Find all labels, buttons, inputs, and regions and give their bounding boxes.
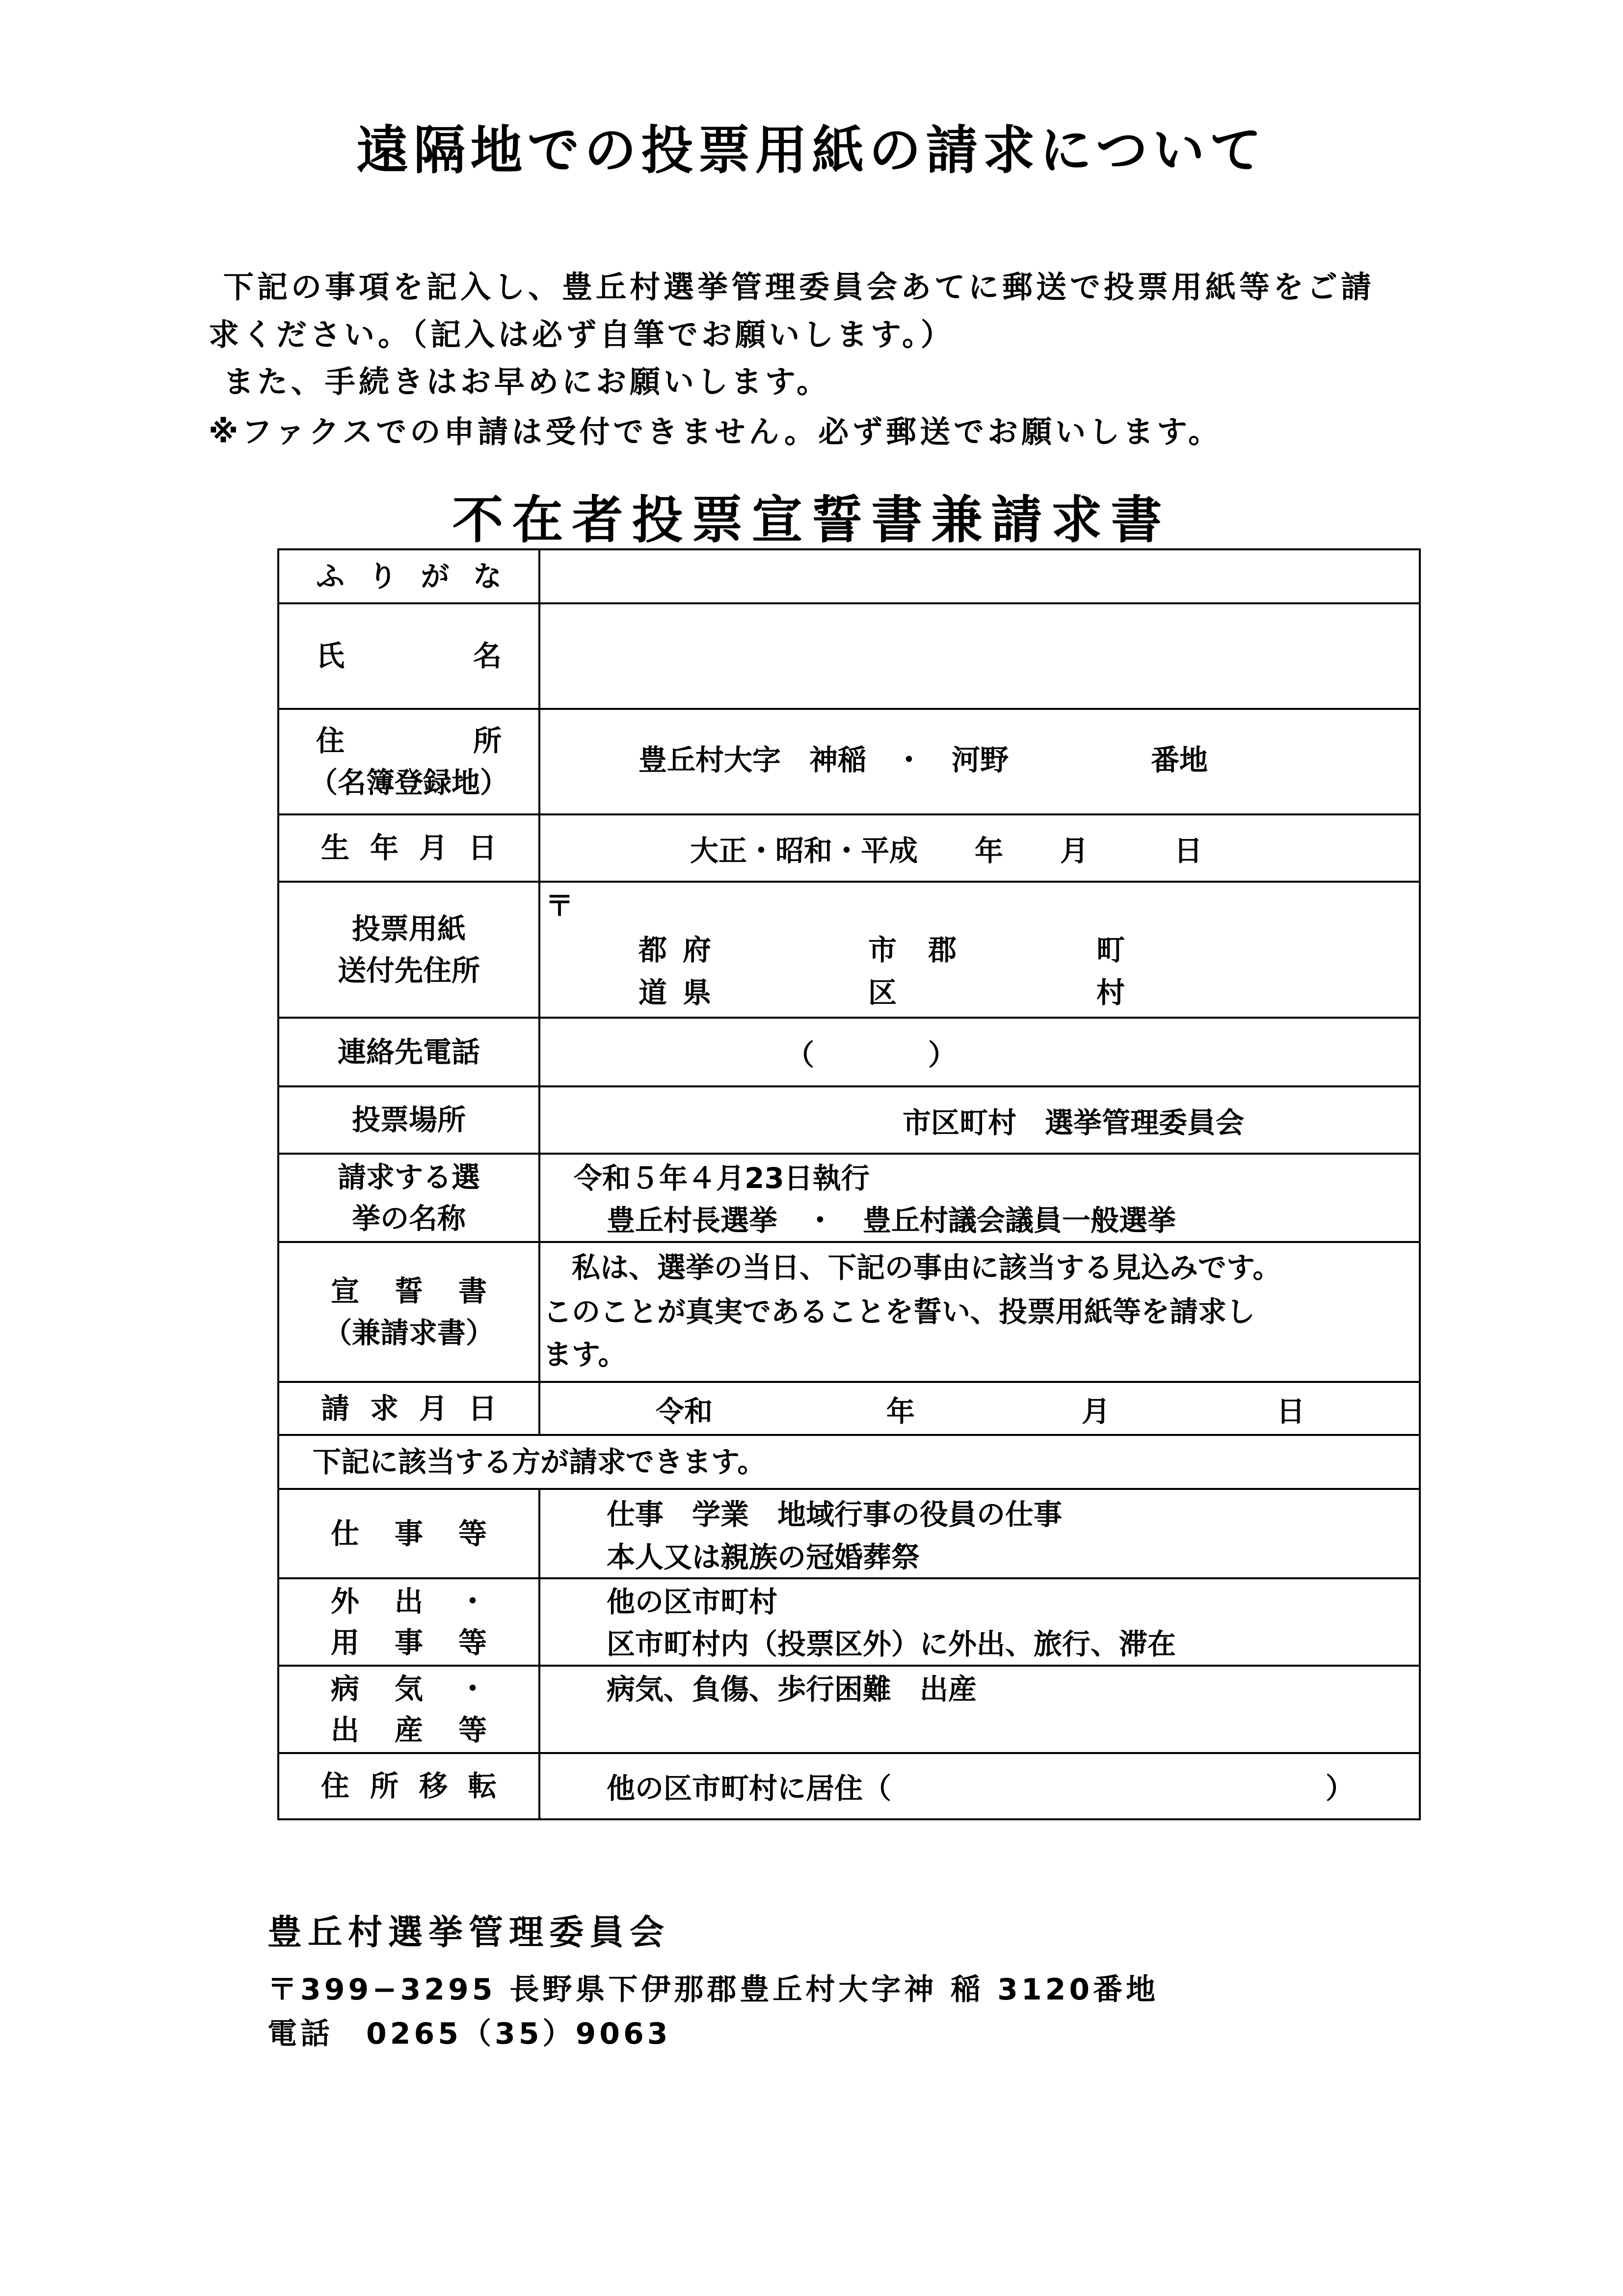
- send-address-field[interactable]: [539, 882, 1420, 1018]
- birth-label: 生 年 月 日: [321, 831, 497, 865]
- postal-mark: 〒: [545, 889, 574, 922]
- phone-label: 連絡先電話: [337, 1035, 480, 1069]
- table-row: [278, 709, 1420, 814]
- election-label-line-1: 請求する選: [337, 1160, 480, 1194]
- request-date-label: 請 求 月 日: [321, 1391, 497, 1425]
- request-form-table: [277, 548, 1421, 1820]
- send-ku-char: 区: [868, 976, 897, 1009]
- move-label-cell: [278, 1753, 539, 1819]
- outing-reason-line-1: 他の区市町村: [607, 1585, 778, 1619]
- address-value: 豊丘村大字 神稲 ・ 河野 番地: [639, 743, 1208, 777]
- election-label-cell: [278, 1154, 539, 1242]
- request-date-label-cell: [278, 1382, 539, 1435]
- birth-value: 大正・昭和・平成 年 月 日: [690, 834, 1203, 867]
- work-label: 仕 事 等: [331, 1516, 487, 1550]
- work-reason-line-2: 本人又は親族の冠婚葬祭: [607, 1540, 920, 1574]
- illness-reason-cell[interactable]: [539, 1666, 1420, 1753]
- send-label-line-2: 送付先住所: [337, 953, 480, 987]
- phone-paren-close: ）: [928, 1038, 957, 1072]
- election-field: [539, 1154, 1420, 1242]
- place-label-cell: [278, 1086, 539, 1154]
- intro-line-3: また、手続きはお早めにお願いします。: [223, 364, 831, 400]
- address-field[interactable]: [539, 709, 1420, 814]
- address-label: 住 所: [316, 724, 502, 758]
- table-row: [278, 1086, 1420, 1154]
- oath-line-2: このことが真実であることを誓い、投票用紙等を請求し: [543, 1295, 1255, 1328]
- oath-text-cell: [539, 1242, 1420, 1382]
- election-label-line-2: 挙の名称: [351, 1202, 466, 1235]
- send-mura-char: 村: [1096, 976, 1125, 1009]
- eligibility-note-cell: [278, 1435, 1420, 1489]
- intro-line-1: 下記の事項を記入し、豊丘村選挙管理委員会あてに郵送で投票用紙等をご請: [223, 269, 1375, 305]
- send-gun-char: 郡: [928, 933, 957, 967]
- table-row: [278, 1578, 1420, 1666]
- oath-line-1: 私は、選挙の当日、下記の事由に該当する見込みです。: [543, 1251, 1281, 1284]
- footer-address: 〒399−3295 長野県下伊那郡豊丘村大字神 稲 3120番地: [267, 1972, 1159, 2007]
- table-row: [278, 1382, 1420, 1435]
- oath-label-cell: [278, 1242, 539, 1382]
- eligibility-note: 下記に該当する方が請求できます。: [313, 1445, 766, 1479]
- address-label-cell: [278, 709, 539, 814]
- move-paren-close: ）: [1326, 1772, 1355, 1805]
- outing-label-cell: [278, 1578, 539, 1666]
- place-field[interactable]: [539, 1086, 1420, 1154]
- outing-label-line-1: 外 出 ・: [331, 1584, 487, 1618]
- send-do-char: 道: [639, 976, 667, 1009]
- illness-label-cell: [278, 1666, 539, 1753]
- name-label-cell: [278, 603, 539, 709]
- table-row: [278, 1753, 1420, 1819]
- table-row: [278, 549, 1420, 603]
- send-label-cell: [278, 882, 539, 1018]
- request-date-year: 年: [886, 1395, 915, 1428]
- table-row: [278, 1154, 1420, 1242]
- birth-label-cell: [278, 814, 539, 882]
- work-reason-line-1: 仕事 学業 地域行事の役員の仕事: [607, 1498, 1063, 1531]
- name-field[interactable]: [539, 603, 1420, 709]
- table-row: [278, 1489, 1420, 1578]
- move-reason: 他の区市町村に居住（: [607, 1772, 892, 1805]
- place-value: 市区町村 選挙管理委員会: [903, 1106, 1245, 1139]
- work-reason-cell[interactable]: [539, 1489, 1420, 1578]
- table-row: [278, 603, 1420, 709]
- table-row: [278, 814, 1420, 882]
- election-value-2: 豊丘村長選挙 ・ 豊丘村議会議員一般選挙: [607, 1204, 1176, 1237]
- name-label: 氏 名: [316, 639, 502, 673]
- election-value-1: 令和５年４月23日執行: [574, 1162, 870, 1195]
- oath-line-3: ます。: [543, 1338, 627, 1371]
- send-ichi-char: 市: [868, 933, 897, 967]
- work-label-cell: [278, 1489, 539, 1578]
- birth-field[interactable]: [539, 814, 1420, 882]
- footer-phone: 電話 0265（35）9063: [267, 2017, 671, 2051]
- table-row: [278, 882, 1420, 1018]
- footer-organization: 豊丘村選挙管理委員会: [267, 1912, 670, 1952]
- furigana-label: ふ り が な: [316, 559, 502, 593]
- request-date-reiwa: 令和: [656, 1395, 713, 1428]
- request-date-field[interactable]: [539, 1382, 1420, 1435]
- table-row: [278, 1242, 1420, 1382]
- phone-paren-open: （: [786, 1038, 815, 1072]
- furigana-label-cell: [278, 549, 539, 603]
- address-sublabel: （名簿登録地）: [309, 765, 508, 799]
- request-date-month: 月: [1082, 1395, 1111, 1428]
- intro-line-2: 求ください。（記入は必ず自筆でお願いします。）: [209, 317, 955, 352]
- send-machi-char: 町: [1096, 933, 1125, 967]
- outing-reason-line-2: 区市町村内（投票区外）に外出、旅行、滞在: [607, 1627, 1176, 1661]
- illness-reason: 病気、負傷、歩行困難 出産: [607, 1673, 977, 1706]
- phone-field[interactable]: [539, 1018, 1420, 1086]
- move-label: 住 所 移 転: [321, 1769, 497, 1803]
- phone-label-cell: [278, 1018, 539, 1086]
- request-date-day: 日: [1277, 1395, 1305, 1428]
- furigana-field[interactable]: [539, 549, 1420, 603]
- send-ken-char: 県: [683, 976, 712, 1009]
- move-reason-cell[interactable]: [539, 1753, 1420, 1819]
- illness-label-line-1: 病 気 ・: [331, 1672, 487, 1705]
- table-row: [278, 1018, 1420, 1086]
- intro-line-4: ※ファクスでの申請は受付できません。必ず郵送でお願いします。: [209, 414, 1223, 450]
- page-title: 遠隔地での投票用紙の請求について: [356, 120, 1267, 181]
- place-label: 投票場所: [351, 1103, 466, 1137]
- form-title: 不在者投票宣誓書兼請求書: [452, 490, 1171, 550]
- oath-label: 宣 誓 書: [331, 1274, 487, 1308]
- send-label-line-1: 投票用紙: [351, 912, 466, 946]
- oath-sublabel: （兼請求書）: [323, 1316, 494, 1350]
- send-to-char: 都: [639, 933, 667, 967]
- table-row: [278, 1435, 1420, 1489]
- illness-label-line-2: 出 産 等: [331, 1713, 487, 1747]
- outing-reason-cell[interactable]: [539, 1578, 1420, 1666]
- send-fu-char: 府: [683, 933, 712, 967]
- outing-label-line-2: 用 事 等: [331, 1626, 487, 1659]
- table-row: [278, 1666, 1420, 1753]
